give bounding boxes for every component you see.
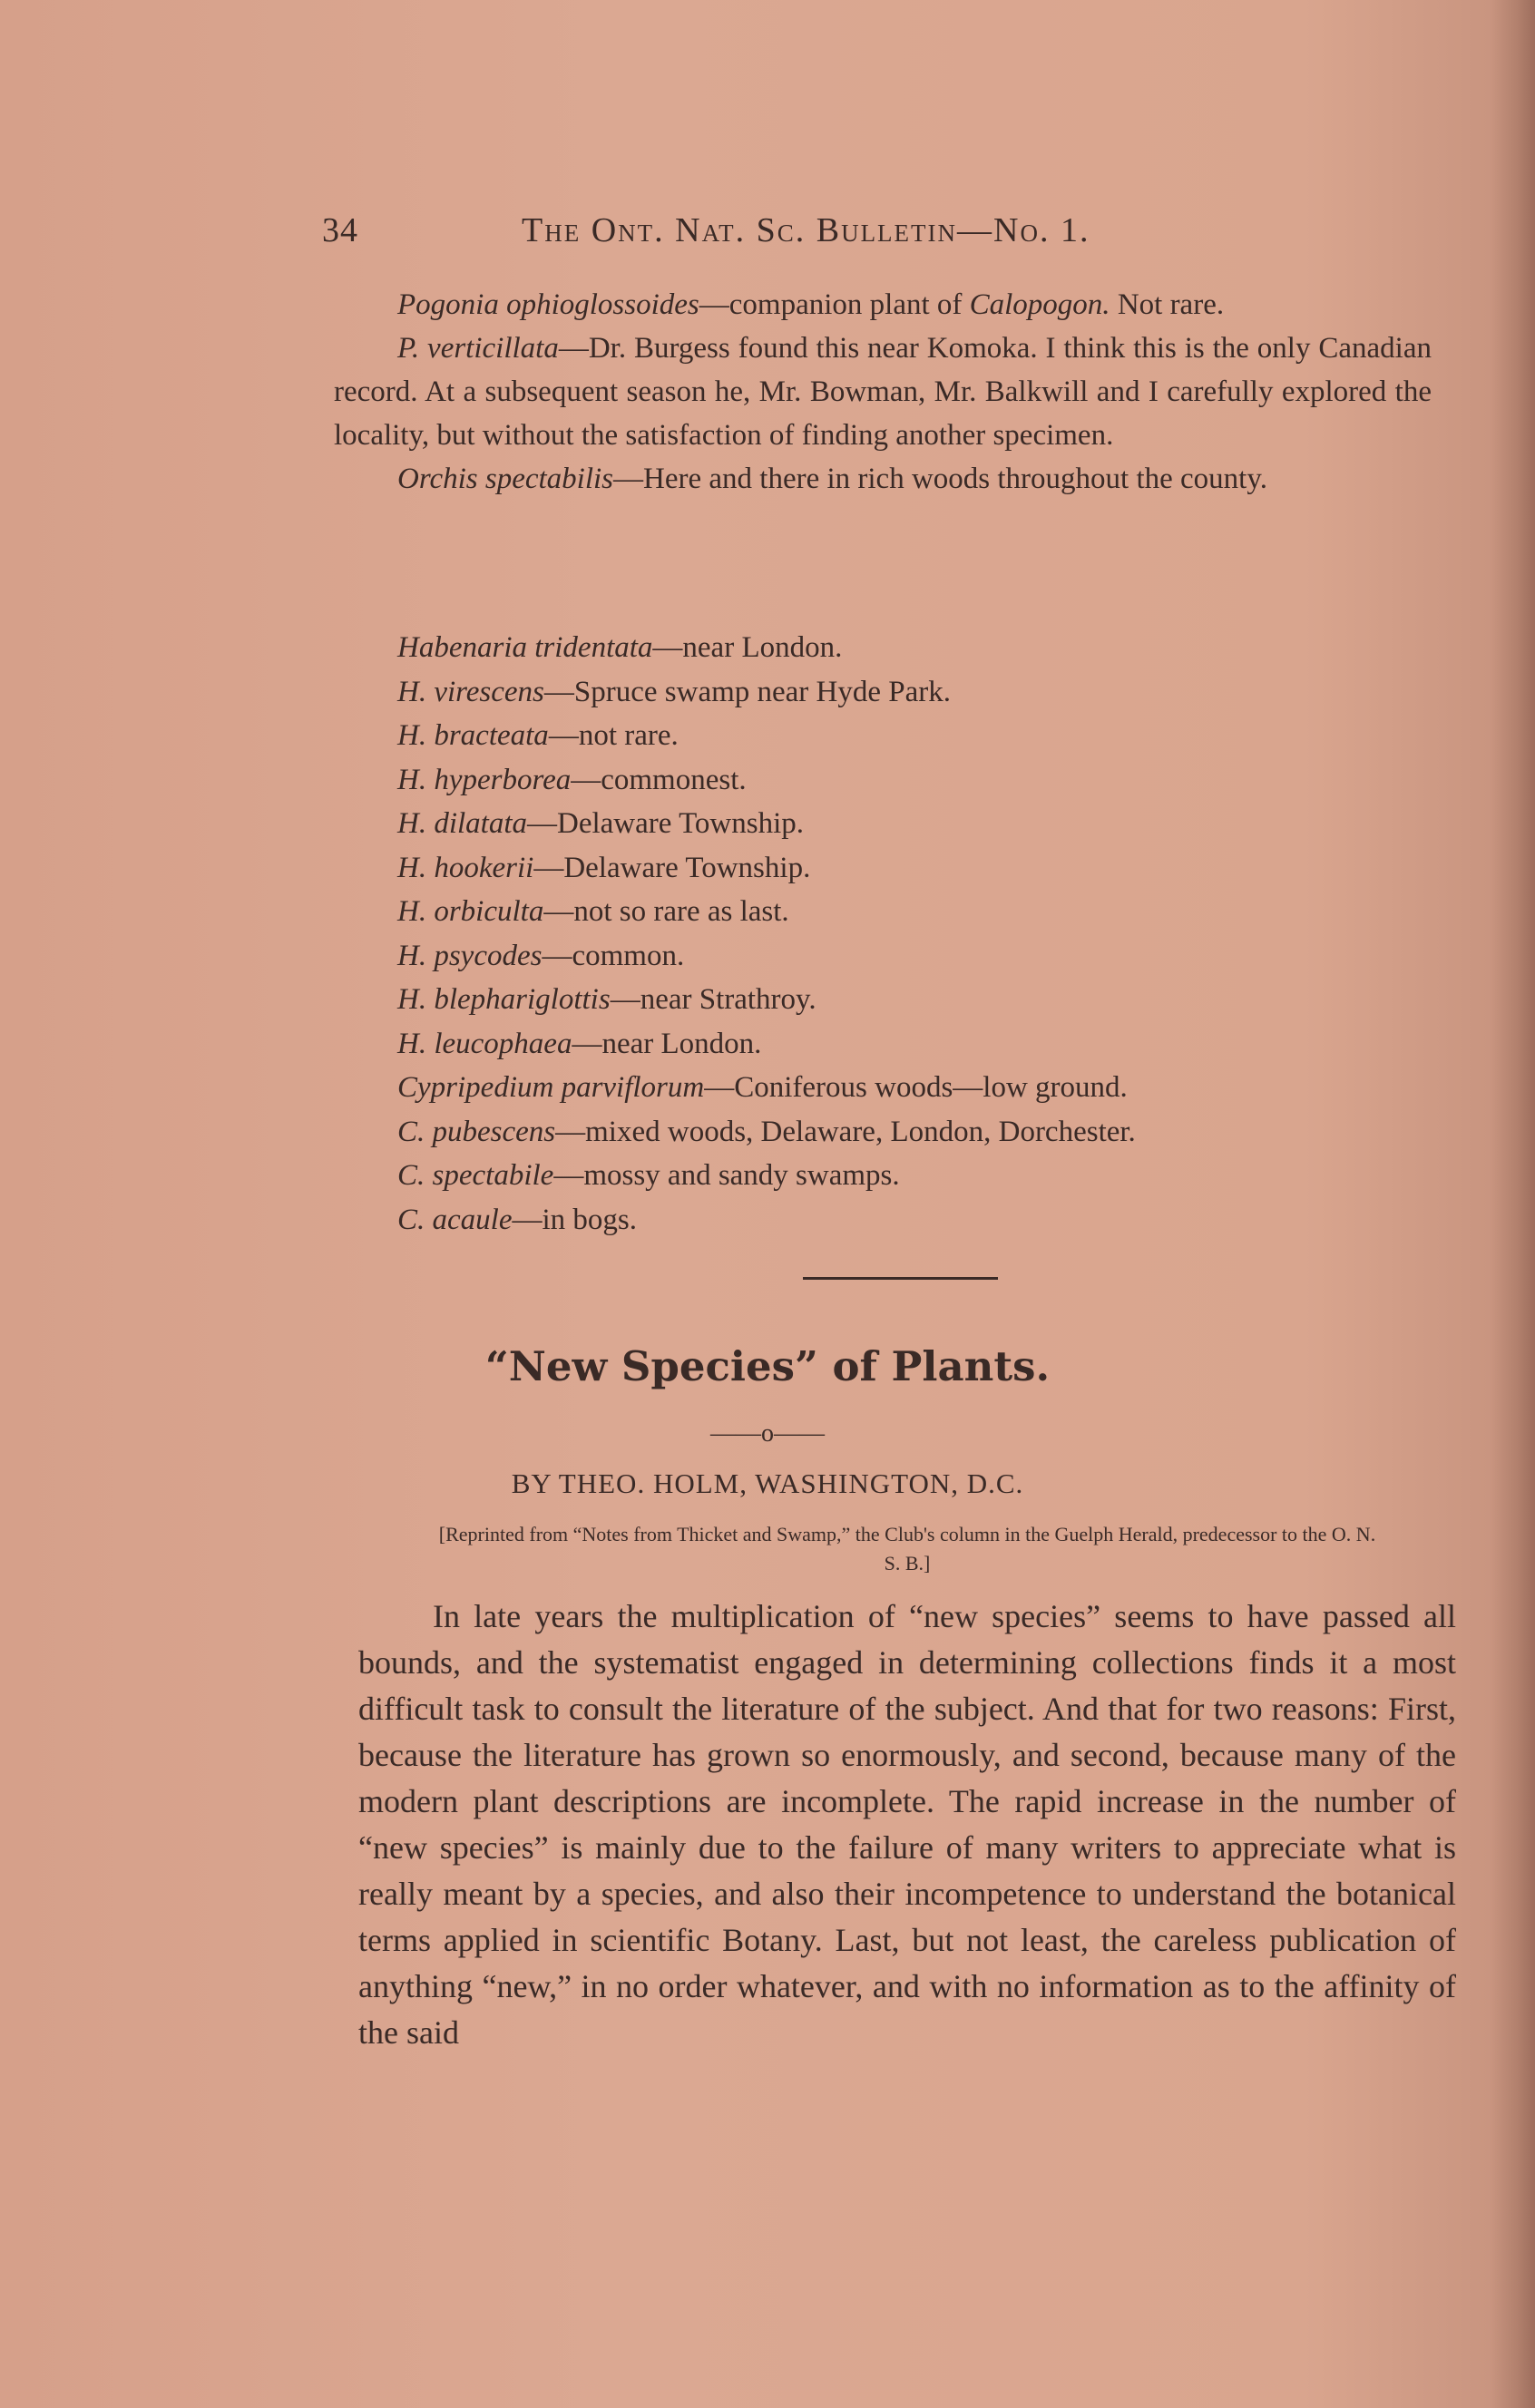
species-name: H. leucophaea — [397, 1027, 572, 1060]
list-item — [397, 670, 1432, 715]
species-note: —commonest. — [571, 763, 747, 796]
species-note: —Delaware Township. — [533, 851, 811, 884]
list-item — [397, 1066, 1432, 1110]
reprint-note: [Reprinted from “Notes from Thicket and Swamp,” the Club's column in the Guelph Herald, predecessor to the O. N. S. B.] — [438, 1523, 1376, 1574]
list-item — [397, 758, 1432, 803]
dash: — — [613, 463, 644, 495]
species-note: —in bogs. — [512, 1203, 637, 1236]
species-name: H. blephariglottis — [397, 983, 611, 1016]
list-item — [397, 1022, 1432, 1067]
species-note: —near London. — [572, 1027, 762, 1060]
list-item — [397, 846, 1432, 891]
species-note: —mixed woods, Delaware, London, Dorchester. — [555, 1115, 1136, 1148]
species-note: —not so rare as last. — [543, 895, 789, 928]
list-item — [397, 714, 1432, 758]
species-name: H. dilatata — [397, 807, 528, 840]
species-name: Orchis spectabilis — [397, 463, 614, 495]
dash: — — [699, 288, 729, 321]
species-entries — [334, 283, 1432, 501]
page-header — [322, 210, 1247, 265]
species-note: companion plant of — [728, 288, 970, 321]
list-item — [397, 1154, 1432, 1198]
list-item — [397, 1110, 1432, 1155]
article-title: “New Species” of Plants. — [484, 1342, 1051, 1390]
species-entry — [334, 283, 1432, 327]
dash: — — [558, 332, 589, 365]
species-name: H. psycodes — [397, 939, 543, 972]
species-name: Cypripedium parviflorum — [397, 1071, 705, 1104]
species-note: —Coniferous woods—low ground. — [704, 1071, 1128, 1104]
species-name: Pogonia ophioglossoides — [397, 288, 699, 321]
species-entry — [334, 327, 1432, 457]
species-note: —mossy and sandy swamps. — [553, 1159, 900, 1192]
species-entry — [334, 457, 1432, 501]
species-name: C. acaule — [397, 1203, 513, 1236]
species-note: —near London. — [652, 631, 843, 664]
running-title: The Ont. Nat. Sc. Bulletin—No. 1. — [522, 211, 1090, 249]
species-note: —common. — [542, 939, 685, 972]
species-name: H. bracteata — [397, 719, 549, 752]
species-name: H. hookerii — [397, 851, 534, 884]
article-body: In late years the multiplication of “new species” seems to have passed all bounds, and the systematist engaged in determining collections finds it a most difficult task to consult the literature of the subject. And that for two reasons: First, because the literature has grown so enormously, and second, because many of the modern plant descriptions are incomplete. The rapid increase in the number of “new species” is mainly due to the failure of many writers to appreciate what is really meant by a species, and also their incompetence to understand the botanical terms applied in scientific Botany. Last, but not least, the careless publication of anything “new,” in no order whatever, and with no information as to the affinity of the said — [358, 1598, 1456, 2051]
species-name: C. pubescens — [397, 1115, 556, 1148]
species-note: —not rare. — [548, 719, 679, 752]
list-item — [397, 626, 1432, 670]
species-name: H. orbiculta — [397, 895, 544, 928]
list-item — [397, 802, 1432, 846]
list-item — [397, 934, 1432, 979]
species-name: H. virescens — [397, 675, 544, 708]
author-byline: BY THEO. HOLM, WASHINGTON, D.C. — [511, 1467, 1024, 1499]
species-list — [397, 626, 1432, 1242]
list-item — [397, 978, 1432, 1022]
list-item — [397, 1198, 1432, 1243]
species-note: —Delaware Township. — [527, 807, 805, 840]
species-name: H. hyperborea — [397, 763, 572, 796]
species-name: Habenaria tridentata — [397, 631, 653, 664]
species-note: Here and there in rich woods throughout the county. — [643, 463, 1267, 495]
page-edge-shadow — [1491, 0, 1535, 2408]
species-note-tail: Not rare. — [1110, 288, 1225, 321]
species-name: P. verticillata — [397, 332, 559, 365]
species-note: Dr. Burgess found this near Komoka. I think this is the only Canadian record. At a subsequent season he, Mr. Bowman, Mr. Balkwill and I carefully explored the locality, but without the satisfaction of finding another specimen. — [334, 332, 1432, 452]
section-divider — [803, 1277, 998, 1280]
species-name-2: Calopogon. — [969, 288, 1110, 321]
species-note: —Spruce swamp near Hyde Park. — [543, 675, 952, 708]
species-name: C. spectabile — [397, 1159, 554, 1192]
list-item — [397, 890, 1432, 934]
title-ornament: ——o—— — [710, 1419, 825, 1448]
page-number: 34 — [322, 211, 358, 249]
species-note: —near Strathroy. — [610, 983, 816, 1016]
